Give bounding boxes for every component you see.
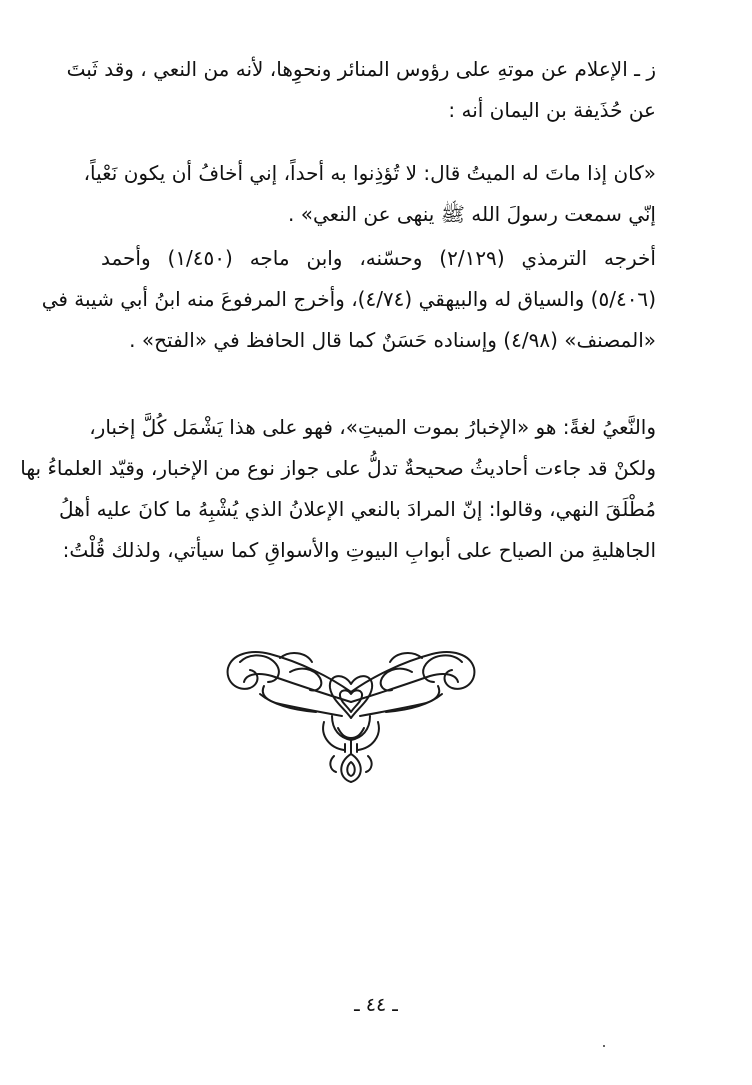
paragraph-2-line-3: مُطْلَقَ النهي، وقالوا: إنّ المرادَ بالنعي الإعلانُ الذي يُشْبِهُ ما كانَ عليه أهلُ [59, 497, 656, 521]
takhrij-line-3: «المصنف» (٤/٩٨) وإسناده حَسَنٌ كما قال الحافظ في «الفتح» . [129, 328, 656, 352]
quote-line-2: إنّي سمعت رسولَ الله ﷺ ينهى عن النعي» . [288, 202, 656, 226]
paragraph-2-line-2: ولكنْ قد جاءت أحاديثُ صحيحةٌ تدلُّ على جواز نوع من الإخبار، وقيّد العلماءُ بها [20, 456, 656, 480]
paragraph-1-line-2: عن حُذَيفة بن اليمان أنه : [448, 98, 656, 122]
arabesque-ornament-icon [220, 632, 482, 784]
paragraph-1-line-1: ز ـ الإعلام عن موتهِ على رؤوس المنائر ونحوِها، لأنه من النعي ، وقد ثَبتَ [66, 57, 656, 81]
takhrij-line-2: (٥/٤٠٦) والسياق له والبيهقي (٤/٧٤)، وأخرج المرفوعَ منه ابنُ أبي شيبة في [41, 287, 656, 311]
print-speck [603, 1045, 605, 1047]
quote-line-1: «كان إذا ماتَ له الميتُ قال: لا تُؤذِنوا به أحداً، إني أخافُ أن يكون نَعْياً، [83, 161, 656, 185]
paragraph-2-line-1: والنَّعيُ لغةً: هو «الإخبارُ بموت الميتِ»، فهو على هذا يَشْمَل كُلَّ إخبار، [89, 415, 656, 439]
takhrij-line-1: أخرجه الترمذي (٢/١٢٩) وحسّنه، وابن ماجه (١/٤٥٠) وأحمد [101, 246, 656, 270]
paragraph-2-line-4: الجاهليةِ من الصياح على أبوابِ البيوتِ والأسواقِ كما سيأتي، ولذلك قُلْتُ: [62, 538, 656, 562]
page-number: ـ ٤٤ ـ [354, 994, 398, 1016]
